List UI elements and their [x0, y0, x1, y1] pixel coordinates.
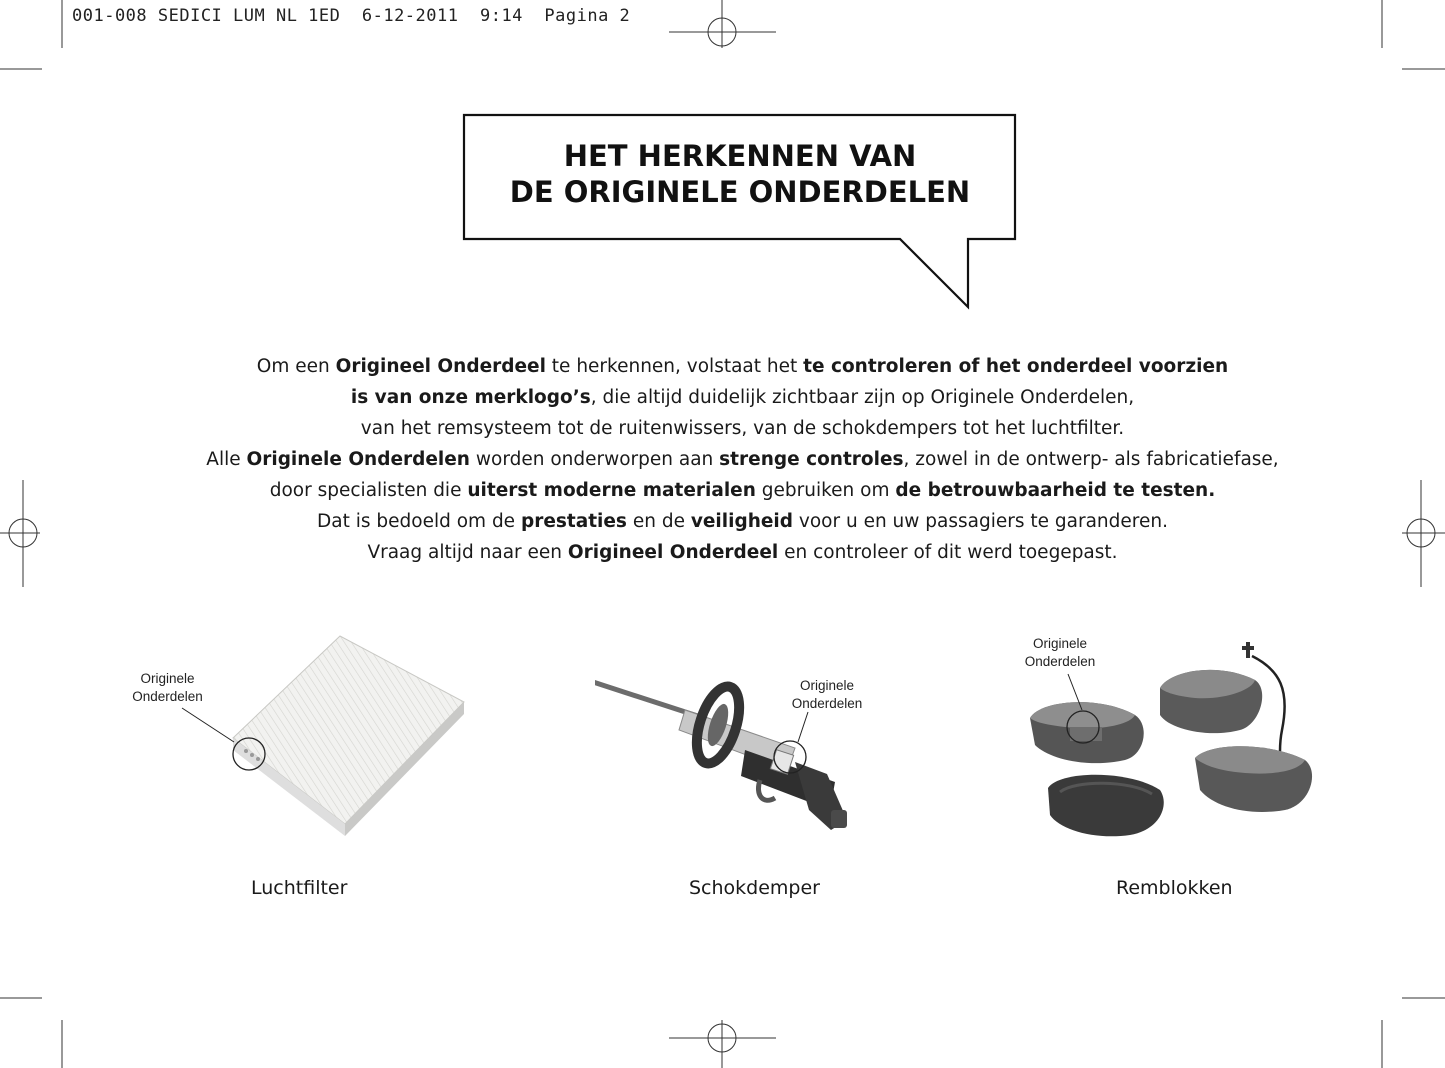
callout-line: Onderdelen — [791, 696, 863, 711]
intro-line — [120, 382, 1365, 413]
air-filter-caption: Luchtfilter — [251, 877, 348, 899]
brake-pad-top-right — [1160, 670, 1262, 733]
slug-page: Pagina 2 — [544, 6, 631, 26]
text: door specialisten die — [269, 480, 468, 501]
callout-line: Originele — [140, 671, 195, 686]
intro-line — [120, 351, 1365, 382]
emphasis: Origineel Onderdeel — [567, 542, 779, 563]
slug-job: 001-008 SEDICI LUM NL 1ED — [72, 6, 341, 26]
title-line-1: HET HERKENNEN VAN — [563, 139, 917, 173]
text: , die altijd duidelijk zichtbaar zijn op Originele Onderdelen, — [590, 387, 1135, 408]
emphasis: is van onze merklogo’s — [350, 387, 591, 408]
callout-line: Originele — [1032, 636, 1088, 651]
text: gebruiken om — [755, 480, 896, 501]
emphasis: Originele Onderdelen — [246, 449, 470, 470]
text: Alle — [206, 449, 247, 470]
slug-time: 9:14 — [479, 6, 523, 26]
text: Vraag altijd naar een — [367, 542, 568, 563]
text: worden onderworpen aan — [469, 449, 720, 470]
registration-mark-left — [0, 480, 40, 587]
callout-line: Onderdelen — [1024, 654, 1096, 669]
brake-pads-caption: Remblokken — [1116, 877, 1233, 899]
text: Dat is bedoeld om de — [317, 511, 521, 532]
intro-paragraph — [120, 351, 1365, 568]
brake-pad-bottom — [1048, 775, 1164, 837]
callout-line: Onderdelen — [132, 689, 203, 704]
emphasis: de betrouwbaarheid te testen. — [895, 480, 1216, 501]
text: voor u en uw passagiers te garanderen. — [793, 511, 1168, 532]
brake-pads-callout-pointer — [1050, 660, 1130, 760]
intro-line — [120, 444, 1365, 475]
air-filter-callout — [115, 670, 220, 706]
emphasis: uiterst moderne materialen — [467, 480, 756, 501]
registration-mark-right — [1402, 480, 1445, 587]
text: , zowel in de ontwerp- als fabricatiefase, — [903, 449, 1279, 470]
brake-pads-callout — [1010, 635, 1110, 671]
emphasis: veiligheid — [690, 511, 794, 532]
registration-mark-bottom — [669, 1020, 776, 1068]
intro-line — [120, 413, 1365, 444]
registration-mark-top — [669, 0, 776, 48]
emphasis: Origineel Onderdeel — [335, 356, 546, 377]
text: van het remsysteem tot de ruitenwissers, van de schokdempers tot het luchtfilter. — [360, 418, 1125, 439]
title-line-2: DE ORIGINELE ONDERDELEN — [509, 175, 971, 209]
text: en de — [626, 511, 691, 532]
emphasis: prestaties — [520, 511, 627, 532]
text: te herkennen, volstaat het — [545, 356, 804, 377]
text: en controleer of dit werd toegepast. — [778, 542, 1118, 563]
callout-line: Originele — [799, 678, 855, 693]
intro-line — [120, 475, 1365, 506]
emphasis: te controleren of het onderdeel voorzien — [803, 356, 1229, 377]
intro-line — [120, 506, 1365, 537]
emphasis: strenge controles — [719, 449, 904, 470]
intro-line — [120, 537, 1365, 568]
brake-pad-right — [1195, 746, 1312, 812]
slug-date: 6-12-2011 — [361, 6, 459, 26]
text: Om een — [256, 356, 336, 377]
page-title — [464, 138, 1016, 210]
shock-absorber-caption: Schokdemper — [689, 877, 820, 899]
shock-absorber-callout — [777, 677, 877, 713]
